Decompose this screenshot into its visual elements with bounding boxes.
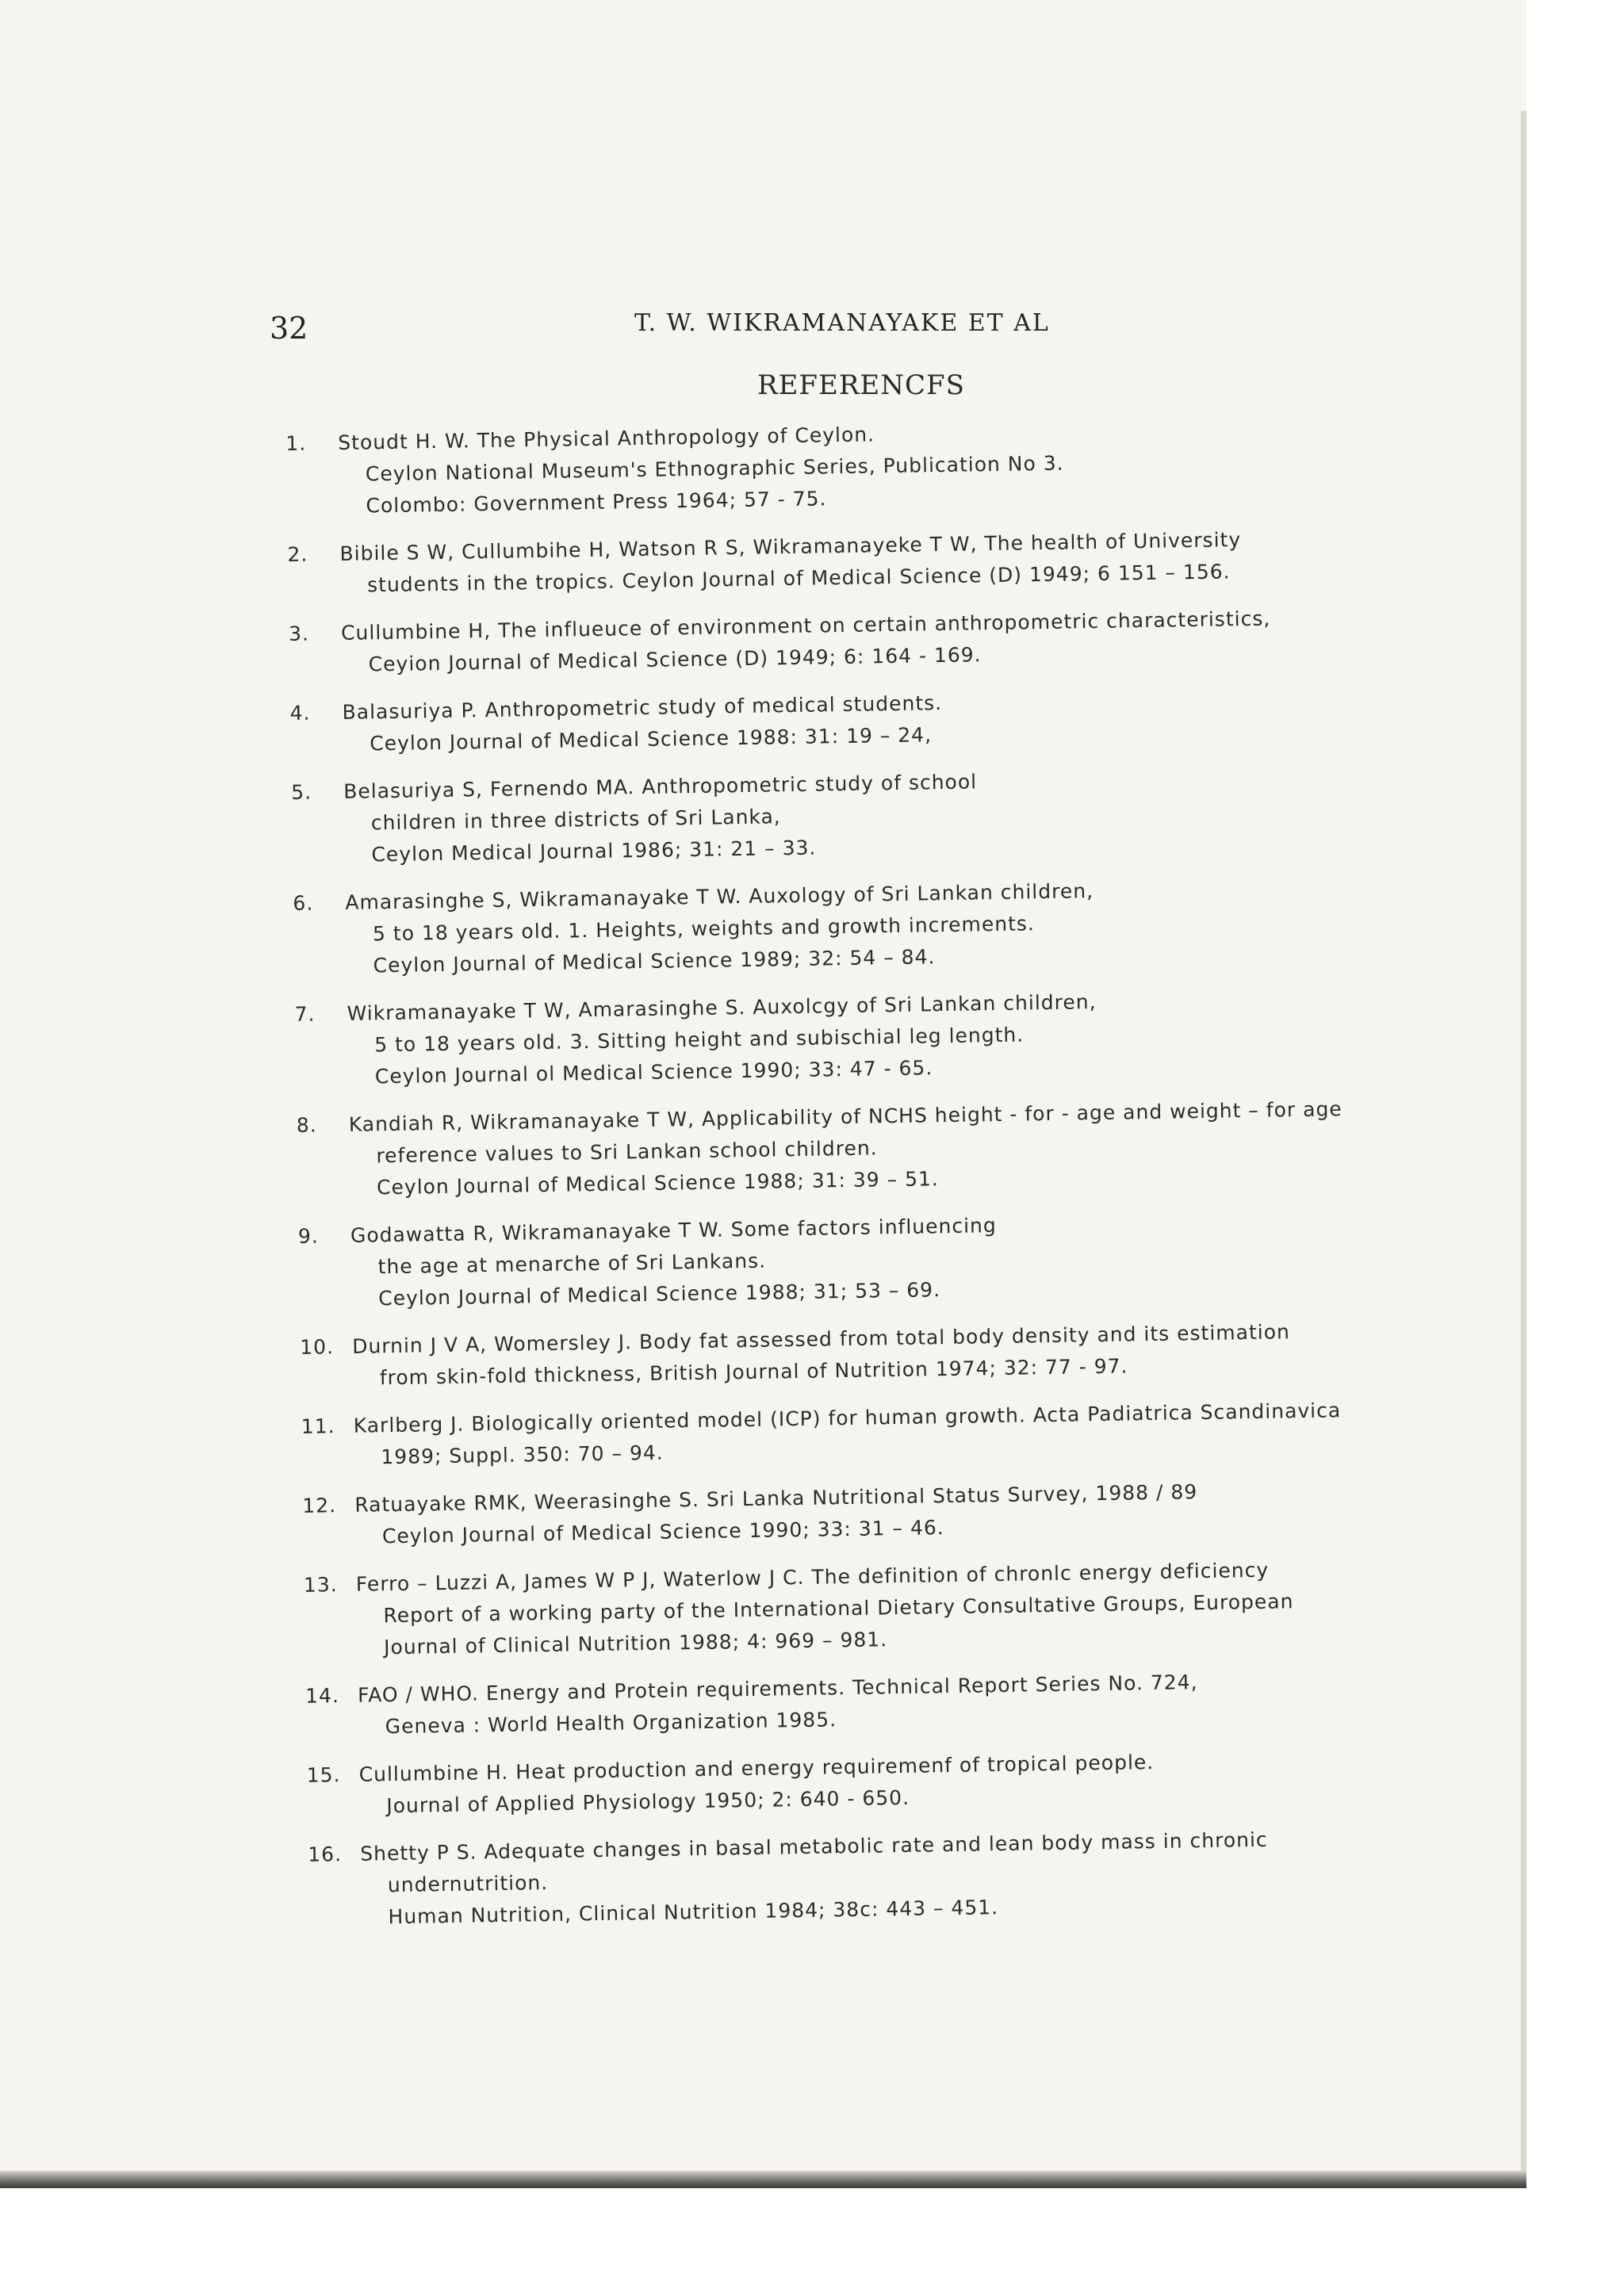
reference-line: Ceylon Journal of Medical Science 1988; 31; 53 – 69.: [378, 1278, 941, 1311]
reference-line: students in the tropics. Ceylon Journal of Medical Science (D) 1949; 6 151 – 156.: [366, 560, 1231, 597]
reference-line: 1989; Suppl. 350: 70 – 94.: [381, 1441, 664, 1469]
page-bottom-shadow: [0, 2171, 1526, 2188]
reference-line: Wikramanayake T W, Amarasinghe S. Auxolcgy of Sri Lankan children,: [347, 990, 1097, 1025]
reference-line: Bibile S W, Cullumbihe H, Watson R S, Wikramanayeke T W, The health of University: [339, 528, 1242, 565]
reference-number: 8.: [296, 1113, 317, 1137]
reference-number: 6.: [293, 891, 314, 915]
reference-item: [300, 1314, 1474, 1395]
reference-line: children in three districts of Sri Lanka,: [370, 805, 781, 835]
reference-line: Ratuayake RMK, Weerasinghe S. Sri Lanka Nutritional Status Survey, 1988 / 89: [354, 1480, 1198, 1517]
page-edge-shadow: [1521, 111, 1526, 2180]
reference-number: 16.: [308, 1843, 343, 1866]
reference-line: Journal of Clinical Nutrition 1988; 4: 969 – 981.: [383, 1628, 888, 1659]
reference-line: Journal of Applied Physiology 1950; 2: 640 - 650.: [386, 1785, 910, 1818]
reference-item: [289, 679, 1464, 761]
reference-number: 2.: [287, 542, 308, 566]
reference-number: 15.: [306, 1763, 341, 1787]
reference-line: Ceylon Journal of Medical Science 1988: 31: 19 – 24,: [370, 723, 933, 756]
reference-number: 7.: [294, 1002, 316, 1026]
reference-line: Ceylon Journal ol Medical Science 1990; 33: 47 - 65.: [374, 1056, 933, 1089]
reference-item: [291, 759, 1466, 872]
reference-line: Belasuriya S, Fernendo MA. Anthropometric study of school: [343, 770, 978, 803]
reference-line: Ceylon Medical Journal 1986; 31: 21 – 33.: [371, 836, 817, 867]
reference-item: [302, 1472, 1477, 1554]
reference-item: [294, 981, 1469, 1094]
reference-number: 10.: [299, 1335, 335, 1359]
reference-item: [305, 1663, 1480, 1744]
reference-number: 9.: [297, 1224, 320, 1248]
reference-line: Amarasinghe S, Wikramanayake T W. Auxology of Sri Lankan children,: [345, 879, 1094, 914]
reference-number: 13.: [303, 1573, 338, 1597]
reference-line: Ceyion Journal of Medical Science (D) 1949; 6: 164 - 169.: [368, 643, 982, 676]
reference-line: Karlberg J. Biologically oriented model (ICP) for human growth. Acta Padiatrica Scandinavica: [353, 1399, 1342, 1437]
reference-line: Kandiah R, Wikramanayake T W, Applicability of NCHS height - for - age and weight – for age: [348, 1097, 1342, 1136]
reference-line: Ceylon National Museum's Ethnographic Series, Publication No 3.: [365, 451, 1064, 486]
reference-line: Report of a working party of the International Dietary Consultative Groups, European: [383, 1590, 1294, 1628]
reference-number: 14.: [304, 1684, 340, 1708]
reference-line: Ceylon Journal of Medical Science 1988; 31: 39 – 51.: [376, 1167, 940, 1200]
reference-line: Ceylon Journal of Medical Science 1990; 33: 31 – 46.: [381, 1516, 944, 1548]
reference-line: undernutrition.: [387, 1871, 549, 1897]
reference-number: 12.: [302, 1494, 337, 1517]
reference-line: the age at menarche of Sri Lankans.: [377, 1249, 767, 1279]
reference-line: 5 to 18 years old. 3. Sitting height and subischial leg length.: [374, 1023, 1025, 1057]
reference-line: Ceylon Journal of Medical Science 1989; 32: 54 – 84.: [373, 945, 936, 978]
reference-line: FAO / WHO. Energy and Protein requirements. Technical Report Series No. 724,: [357, 1670, 1198, 1707]
reference-item: [285, 410, 1461, 523]
running-head: T. W. WIKRAMANAYAKE ET AL: [634, 309, 1050, 337]
reference-line: Ferro – Luzzi A, James W P J, Waterlow J C. The definition of chronlc energy deficiency: [355, 1558, 1270, 1596]
reference-number: 4.: [289, 701, 311, 725]
reference-line: Godawatta R, Wikramanayake T W. Some factors influencing: [350, 1214, 997, 1247]
reference-number: 5.: [290, 780, 312, 804]
reference-line: Durnin J V A, Womersley J. Body fat assessed from total body density and its estimation: [351, 1320, 1291, 1358]
reference-line: Cullumbine H, The influeuce of environment on certain anthropometric characteristics,: [340, 607, 1271, 645]
reference-line: Colombo: Government Press 1964; 57 - 75.: [366, 487, 827, 518]
reference-item: [297, 1092, 1472, 1205]
reference-number: 11.: [301, 1414, 335, 1438]
reference-number: 3.: [288, 622, 310, 645]
reference-line: from skin-fold thickness, British Journal of Nutrition 1974; 32: 77 - 97.: [379, 1354, 1128, 1390]
reference-line: Shetty P S. Adequate changes in basal metabolic rate and lean body mass in chronic: [360, 1827, 1268, 1866]
reference-item: [287, 521, 1461, 603]
reference-item: [293, 870, 1468, 983]
reference-line: Stoudt H. W. The Physical Anthropology of Ceylon.: [338, 423, 875, 454]
reference-item: [289, 600, 1463, 682]
reference-item: [298, 1203, 1473, 1316]
reference-item: [306, 1742, 1480, 1823]
reference-line: Cullumbine H. Heat production and energy requiremenf of tropical people.: [358, 1751, 1155, 1786]
reference-item: [308, 1821, 1483, 1934]
reference-item: [301, 1393, 1475, 1475]
reference-line: Human Nutrition, Clinical Nutrition 1984; 38c: 443 – 451.: [388, 1896, 999, 1929]
reference-line: Geneva : World Health Organization 1985.: [385, 1708, 837, 1739]
page-number: 32: [270, 311, 308, 346]
reference-number: 1.: [285, 431, 307, 455]
reference-list: [285, 410, 1483, 1950]
reference-line: reference values to Sri Lankan school children.: [376, 1136, 878, 1168]
reference-item: [304, 1552, 1479, 1665]
reference-line: Balasuriya P. Anthropometric study of medical students.: [342, 691, 943, 724]
reference-line: 5 to 18 years old. 1. Heights, weights and growth increments.: [372, 912, 1036, 946]
section-title: REFERENCFS: [757, 369, 965, 401]
